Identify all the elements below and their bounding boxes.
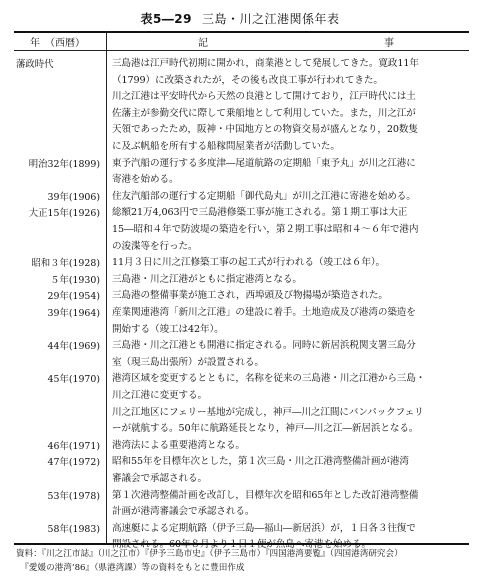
year-cell: 47年(1972) xyxy=(47,457,100,469)
year-column-header: 年 （西暦） xyxy=(30,38,85,49)
event-text-line: 第１次港湾整備計画を改訂し，目標年次を昭和65年とした改訂港湾整備 xyxy=(112,489,419,501)
event-text-line: 佐藩主が参勤交代に際して乗船地として利用していた。また，川之江が xyxy=(112,107,416,119)
table-title xyxy=(0,10,480,27)
year-cell: 39年(1964) xyxy=(47,308,100,319)
event-text-line: 高速艇による定期航路（伊予三島―福山―新居浜）が，１日各３往復で xyxy=(112,522,416,534)
year-cell: 39年(1906) xyxy=(47,191,100,203)
year-cell: 45年(1970) xyxy=(47,374,100,386)
year-cell: 53年(1978) xyxy=(47,490,100,502)
year-cell: 大正15年(1926) xyxy=(28,208,100,220)
event-text-line: 三島港・川之江港がともに指定港湾となる。 xyxy=(112,273,302,285)
year-cell: 44年(1969) xyxy=(47,341,100,353)
event-text-line: 三島港は江戸時代初期に開かれ，商業港として発展してきた。寛政11年 xyxy=(112,58,419,69)
event-text-line: 総額21万4,063円で三島港修築工事が施工される。第１期工事は大正 xyxy=(112,207,408,219)
event-text-line: 開始する（竣工は42年）。 xyxy=(112,323,224,335)
header-rule xyxy=(14,50,469,51)
year-cell: ５年(1930) xyxy=(50,274,100,286)
event-text-line: 15―昭和４年で防波堤の築造を行い，第２期工事は昭和４～６年で港内 xyxy=(112,224,419,235)
notes-header-left: 記 xyxy=(198,38,208,49)
event-text-line: 川之江地区にフェリー基地が完成し，神戸―川之江間にバンパックフェリ xyxy=(112,406,424,418)
event-text-line: 計画が港湾審議会で承認される。 xyxy=(112,506,255,518)
event-text-line: に及ぶ帆船を所有する船稼問屋業者が活動していた。 xyxy=(112,141,340,152)
event-text-line: 11月３日に川之江修築工事の起工式が行われる（竣工は６年）。 xyxy=(112,257,386,269)
notes-header-right: 事 xyxy=(384,38,394,49)
event-text-line: 三島港・川之江港とも開港に指定される。同時に新居浜税関支署三島分 xyxy=(112,340,416,352)
event-text-line: （1799）に改築されたが，その後も改良工事が行われてきた。 xyxy=(112,74,383,86)
event-text-line: 産業関連港湾「新川之江港」の建設に着手。土地造成及び港湾の築造を xyxy=(112,307,416,318)
source-note-line: 資料：『川之江市誌』（川之江市）『伊予三島市史』（伊予三島市）『四国港湾要覧』（四国港湾研究会） xyxy=(16,549,403,559)
event-text-line: ーが就航する。50年に航路延長となり，神戸―川之江―新居浜となる。 xyxy=(112,423,419,435)
event-text-line: 開設される。60年８月より１日１便が魚島へ寄港を始める。 xyxy=(112,539,371,551)
event-text-line: 寄港を始める。 xyxy=(112,174,179,186)
top-rule xyxy=(14,31,469,33)
bottom-rule xyxy=(14,543,469,545)
event-text-line: 審議会で承認される。 xyxy=(112,473,207,484)
event-text-line: の浚渫等を行った。 xyxy=(112,240,198,252)
event-text-line: 昭和55年を目標年次とした，第１次三島・川之江港湾整備計画が港湾 xyxy=(112,456,409,468)
event-text-line: 室（現三島出張所）が設置される。 xyxy=(112,356,264,368)
event-text-line: 住友汽船部の運行する定期船「御代島丸」が川之江港に寄港を始める。 xyxy=(112,190,416,202)
event-text-line: 三島港の整備事業が施工され，西埠頭及び物揚場が築造された。 xyxy=(112,290,388,302)
year-cell: 58年(1983) xyxy=(47,523,100,535)
event-text-line: 天領であったため，阪神・中国地方との物資交易が盛んとなり，20数隻 xyxy=(112,124,418,136)
event-text-line: 港湾区域を変更するとともに，名称を従来の三島港・川之江港から三島・ xyxy=(112,373,426,385)
year-cell: 46年(1971) xyxy=(47,440,100,452)
year-cell: 29年(1954) xyxy=(47,291,100,303)
event-text-line: 川之江港に変更する。 xyxy=(112,390,207,401)
column-divider xyxy=(106,31,107,543)
event-text-line: 川之江港は平安時代から天然の良港として開けており，江戸時代には土 xyxy=(112,91,416,103)
source-note-line: 『愛媛の港湾’86』（県港湾課）等の資料をもとに豊田作成 xyxy=(16,563,245,573)
year-cell: 昭和３年(1928) xyxy=(31,258,100,270)
event-text-line: 港湾法による重要港湾となる。 xyxy=(112,439,245,451)
event-text-line: 東予汽船の運行する多度津―尾道航路の定期船「東予丸」が川之江港に xyxy=(112,157,416,169)
table-number: 表5―29 xyxy=(140,12,193,26)
year-cell: 藩政時代 xyxy=(16,59,54,70)
year-cell: 明治32年(1899) xyxy=(28,158,100,170)
table-name: 三島・川之江港関係年表 xyxy=(202,12,340,26)
